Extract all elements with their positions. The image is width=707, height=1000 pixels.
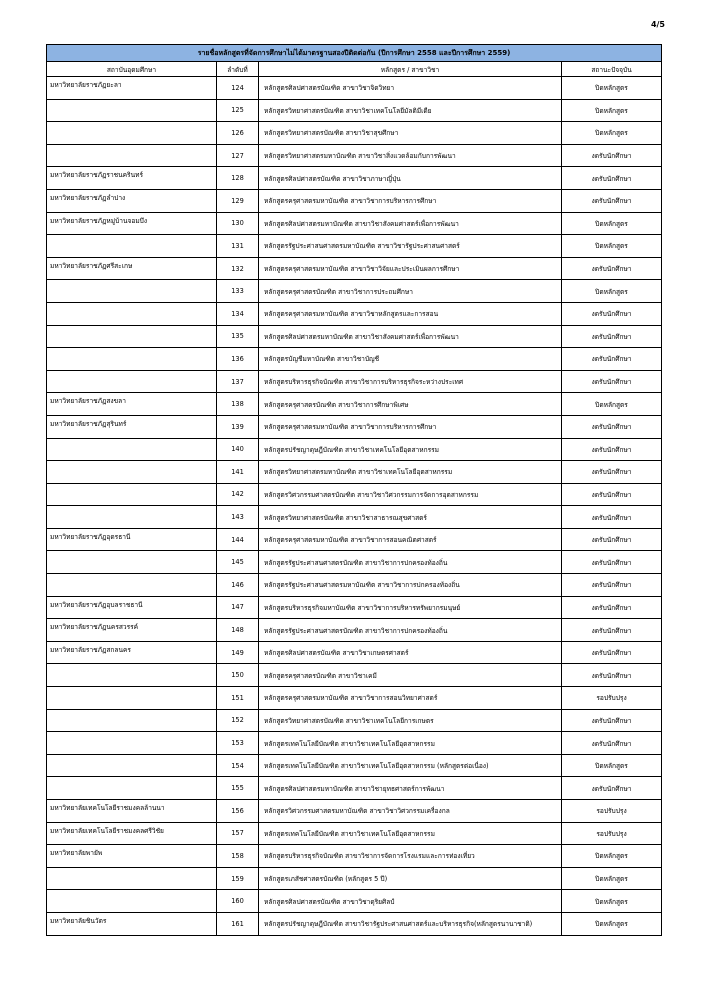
program-cell: หลักสูตรศิลปศาสตรมหาบัณฑิต สาขาวิชาสังคมศาสตร์เพื่อการพัฒนา: [259, 212, 562, 235]
table-row: [47, 189, 662, 212]
programs-table: [46, 44, 662, 936]
status-cell: ปิดหลักสูตร: [562, 77, 662, 100]
institution-cell: [47, 687, 217, 710]
number-cell: 124: [217, 77, 259, 100]
table-row: [47, 438, 662, 461]
program-cell: หลักสูตรบัญชีมหาบัณฑิต สาขาวิชาบัญชี: [259, 348, 562, 371]
number-cell: 151: [217, 687, 259, 710]
table-row: [47, 800, 662, 823]
number-cell: 145: [217, 551, 259, 574]
page-number: 4/5: [650, 20, 665, 29]
number-cell: 139: [217, 415, 259, 438]
status-cell: รอปรับปรุง: [562, 822, 662, 845]
institution-cell: [47, 99, 217, 122]
program-cell: หลักสูตรศิลปศาสตรบัณฑิต สาขาวิชาภาษาญี่ปุ่น: [259, 167, 562, 190]
status-cell: ปิดหลักสูตร: [562, 845, 662, 868]
number-cell: 130: [217, 212, 259, 235]
status-cell: งดรับนักศึกษา: [562, 506, 662, 529]
number-cell: 134: [217, 302, 259, 325]
institution-cell: [47, 235, 217, 258]
program-cell: หลักสูตรศิลปศาสตรมหาบัณฑิต สาขาวิชาสังคมศาสตร์เพื่อการพัฒนา: [259, 325, 562, 348]
number-cell: 131: [217, 235, 259, 258]
institution-cell: [47, 551, 217, 574]
program-cell: หลักสูตรครุศาสตรบัณฑิต สาขาวิชาการประถมศึกษา: [259, 280, 562, 303]
program-cell: หลักสูตรรัฐประศาสนศาสตรมหาบัณฑิต สาขาวิชารัฐประศาสนศาสตร์: [259, 235, 562, 258]
number-cell: 137: [217, 370, 259, 393]
institution-cell: มหาวิทยาลัยราชภัฏลำปาง: [47, 189, 217, 212]
program-cell: หลักสูตรปรัชญาดุษฎีบัณฑิต สาขาวิชาเทคโนโลยีอุตสาหกรรม: [259, 438, 562, 461]
table-row: [47, 325, 662, 348]
table-row: [47, 641, 662, 664]
institution-cell: มหาวิทยาลัยชินวัตร: [47, 912, 217, 935]
status-cell: ปิดหลักสูตร: [562, 867, 662, 890]
table-row: [47, 845, 662, 868]
institution-cell: มหาวิทยาลัยราชภัฏสุรินทร์: [47, 415, 217, 438]
header-status: สถานะปัจจุบัน: [562, 62, 662, 77]
number-cell: 146: [217, 574, 259, 597]
table-row: [47, 280, 662, 303]
status-cell: ปิดหลักสูตร: [562, 912, 662, 935]
status-cell: รอปรับปรุง: [562, 800, 662, 823]
status-cell: งดรับนักศึกษา: [562, 348, 662, 371]
institution-cell: [47, 483, 217, 506]
number-cell: 160: [217, 890, 259, 913]
status-cell: งดรับนักศึกษา: [562, 709, 662, 732]
header-institution: สถาบันอุดมศึกษา: [47, 62, 217, 77]
status-cell: งดรับนักศึกษา: [562, 777, 662, 800]
number-cell: 136: [217, 348, 259, 371]
institution-cell: [47, 890, 217, 913]
number-cell: 126: [217, 122, 259, 145]
status-cell: งดรับนักศึกษา: [562, 641, 662, 664]
institution-cell: [47, 348, 217, 371]
institution-cell: มหาวิทยาลัยราชภัฏอุดรธานี: [47, 528, 217, 551]
header-program: หลักสูตร / สาขาวิชา: [259, 62, 562, 77]
status-cell: งดรับนักศึกษา: [562, 415, 662, 438]
number-cell: 158: [217, 845, 259, 868]
program-cell: หลักสูตรรัฐประศาสนศาสตรบัณฑิต สาขาวิชาการปกครองท้องถิ่น: [259, 551, 562, 574]
institution-cell: [47, 709, 217, 732]
institution-cell: มหาวิทยาลัยเทคโนโลยีราชมงคลล้านนา: [47, 800, 217, 823]
number-cell: 152: [217, 709, 259, 732]
number-cell: 155: [217, 777, 259, 800]
institution-cell: [47, 302, 217, 325]
status-cell: งดรับนักศึกษา: [562, 664, 662, 687]
program-cell: หลักสูตรวิทยาศาสตรบัณฑิต สาขาวิชาสุขศึกษา: [259, 122, 562, 145]
number-cell: 156: [217, 800, 259, 823]
institution-cell: [47, 732, 217, 755]
institution-cell: มหาวิทยาลัยราชภัฏนครสวรรค์: [47, 619, 217, 642]
number-cell: 138: [217, 393, 259, 416]
number-cell: 159: [217, 867, 259, 890]
institution-cell: มหาวิทยาลัยเทคโนโลยีราชมงคลศรีวิชัย: [47, 822, 217, 845]
program-cell: หลักสูตรเทคโนโลยีบัณฑิต สาขาวิชาเทคโนโลยีอุตสาหกรรม (หลักสูตรต่อเนื่อง): [259, 754, 562, 777]
program-cell: หลักสูตรวิทยาศาสตรบัณฑิต สาขาวิชาเทคโนโลยีการเกษตร: [259, 709, 562, 732]
institution-cell: มหาวิทยาลัยราชภัฏสงขลา: [47, 393, 217, 416]
status-cell: ปิดหลักสูตร: [562, 280, 662, 303]
status-cell: งดรับนักศึกษา: [562, 325, 662, 348]
number-cell: 154: [217, 754, 259, 777]
status-cell: งดรับนักศึกษา: [562, 370, 662, 393]
status-cell: งดรับนักศึกษา: [562, 302, 662, 325]
table-row: [47, 144, 662, 167]
institution-cell: มหาวิทยาลัยราชภัฏศรีสะเกษ: [47, 257, 217, 280]
table-row: [47, 348, 662, 371]
table-row: [47, 99, 662, 122]
table-title-row: [47, 45, 662, 62]
table-row: [47, 596, 662, 619]
table-row: [47, 212, 662, 235]
program-cell: หลักสูตรบริหารธุรกิจมหาบัณฑิต สาขาวิชาการบริหารทรัพยากรมนุษย์: [259, 596, 562, 619]
status-cell: งดรับนักศึกษา: [562, 257, 662, 280]
program-cell: หลักสูตรวิทยาศาสตรบัณฑิต สาขาวิชาเทคโนโลยีมัลติมีเดีย: [259, 99, 562, 122]
number-cell: 157: [217, 822, 259, 845]
number-cell: 161: [217, 912, 259, 935]
institution-cell: [47, 370, 217, 393]
table-row: [47, 370, 662, 393]
status-cell: งดรับนักศึกษา: [562, 438, 662, 461]
status-cell: งดรับนักศึกษา: [562, 144, 662, 167]
status-cell: งดรับนักศึกษา: [562, 619, 662, 642]
status-cell: งดรับนักศึกษา: [562, 596, 662, 619]
number-cell: 153: [217, 732, 259, 755]
status-cell: รอปรับปรุง: [562, 687, 662, 710]
program-cell: หลักสูตรวิศวกรรมศาสตรบัณฑิต สาขาวิชาวิศวกรรมการจัดการอุตสาหกรรม: [259, 483, 562, 506]
status-cell: งดรับนักศึกษา: [562, 551, 662, 574]
program-cell: หลักสูตรครุศาสตรบัณฑิต สาขาวิชาการศึกษาพิเศษ: [259, 393, 562, 416]
program-cell: หลักสูตรเทคโนโลยีบัณฑิต สาขาวิชาเทคโนโลยีอุตสาหกรรม: [259, 732, 562, 755]
program-cell: หลักสูตรวิทยาศาสตรมหาบัณฑิต สาขาวิชาสิ่งแวดล้อมกับการพัฒนา: [259, 144, 562, 167]
program-cell: หลักสูตรครุศาสตรมหาบัณฑิต สาขาวิชาการบริหารการศึกษา: [259, 415, 562, 438]
program-cell: หลักสูตรบริหารธุรกิจบัณฑิต สาขาวิชาการจัดการโรงแรมและการท่องเที่ยว: [259, 845, 562, 868]
table-row: [47, 167, 662, 190]
status-cell: งดรับนักศึกษา: [562, 167, 662, 190]
table-row: [47, 574, 662, 597]
program-cell: หลักสูตรครุศาสตรมหาบัณฑิต สาขาวิชาการสอนวิทยาศาสตร์: [259, 687, 562, 710]
table-row: [47, 77, 662, 100]
table-row: [47, 415, 662, 438]
table-row: [47, 461, 662, 484]
table-row: [47, 528, 662, 551]
program-cell: หลักสูตรครุศาสตรมหาบัณฑิต สาขาวิชาวิจัยและประเมินผลการศึกษา: [259, 257, 562, 280]
number-cell: 132: [217, 257, 259, 280]
status-cell: ปิดหลักสูตร: [562, 235, 662, 258]
table-row: [47, 506, 662, 529]
program-cell: หลักสูตรวิศวกรรมศาสตรมหาบัณฑิต สาขาวิชาวิศวกรรมเครื่องกล: [259, 800, 562, 823]
table-row: [47, 687, 662, 710]
institution-cell: [47, 506, 217, 529]
status-cell: งดรับนักศึกษา: [562, 528, 662, 551]
status-cell: ปิดหลักสูตร: [562, 890, 662, 913]
institution-cell: มหาวิทยาลัยพายัพ: [47, 845, 217, 868]
institution-cell: [47, 122, 217, 145]
status-cell: งดรับนักศึกษา: [562, 574, 662, 597]
program-cell: หลักสูตรเทคโนโลยีบัณฑิต สาขาวิชาเทคโนโลยีอุตสาหกรรม: [259, 822, 562, 845]
program-cell: หลักสูตรบริหารธุรกิจบัณฑิต สาขาวิชาการบริหารธุรกิจระหว่างประเทศ: [259, 370, 562, 393]
number-cell: 135: [217, 325, 259, 348]
number-cell: 143: [217, 506, 259, 529]
number-cell: 129: [217, 189, 259, 212]
institution-cell: มหาวิทยาลัยราชภัฏอุบลราชธานี: [47, 596, 217, 619]
institution-cell: [47, 664, 217, 687]
institution-cell: [47, 867, 217, 890]
table-row: [47, 664, 662, 687]
institution-cell: [47, 325, 217, 348]
status-cell: ปิดหลักสูตร: [562, 754, 662, 777]
institution-cell: มหาวิทยาลัยราชภัฏหมู่บ้านจอมบึง: [47, 212, 217, 235]
program-cell: หลักสูตรศิลปศาสตรมหาบัณฑิต สาขาวิชายุทธศาสตร์การพัฒนา: [259, 777, 562, 800]
status-cell: งดรับนักศึกษา: [562, 461, 662, 484]
table-header-row: [47, 62, 662, 77]
status-cell: ปิดหลักสูตร: [562, 212, 662, 235]
number-cell: 148: [217, 619, 259, 642]
table-title: รายชื่อหลักสูตรที่จัดการศึกษาไม่ได้มาตรฐานสองปีติดต่อกัน (ปีการศึกษา 2558 และปีการศึกษา 2559): [47, 45, 662, 62]
number-cell: 141: [217, 461, 259, 484]
program-cell: หลักสูตรครุศาสตรมหาบัณฑิต สาขาวิชาการสอนคณิตศาสตร์: [259, 528, 562, 551]
table-row: [47, 302, 662, 325]
table-row: [47, 732, 662, 755]
number-cell: 127: [217, 144, 259, 167]
status-cell: ปิดหลักสูตร: [562, 122, 662, 145]
institution-cell: [47, 574, 217, 597]
institution-cell: มหาวิทยาลัยราชภัฏยะลา: [47, 77, 217, 100]
number-cell: 147: [217, 596, 259, 619]
program-cell: หลักสูตรศิลปศาสตรบัณฑิต สาขาวิชาเกษตรศาสตร์: [259, 641, 562, 664]
institution-cell: มหาวิทยาลัยราชภัฏสกลนคร: [47, 641, 217, 664]
institution-cell: มหาวิทยาลัยราชภัฏราชนครินทร์: [47, 167, 217, 190]
program-cell: หลักสูตรเภสัชศาสตรบัณฑิต (หลักสูตร 5 ปี): [259, 867, 562, 890]
number-cell: 144: [217, 528, 259, 551]
institution-cell: [47, 754, 217, 777]
table-row: [47, 393, 662, 416]
table-body: [47, 77, 662, 936]
program-cell: หลักสูตรรัฐประศาสนศาสตรบัณฑิต สาขาวิชาการปกครองท้องถิ่น: [259, 619, 562, 642]
program-cell: หลักสูตรรัฐประศาสนศาสตรมหาบัณฑิต สาขาวิชาการปกครองท้องถิ่น: [259, 574, 562, 597]
status-cell: ปิดหลักสูตร: [562, 393, 662, 416]
program-cell: หลักสูตรวิทยาศาสตรบัณฑิต สาขาวิชาสาธารณสุขศาสตร์: [259, 506, 562, 529]
number-cell: 133: [217, 280, 259, 303]
program-cell: หลักสูตรศิลปศาสตรบัณฑิต สาขาวิชาจิตวิทยา: [259, 77, 562, 100]
number-cell: 149: [217, 641, 259, 664]
institution-cell: [47, 438, 217, 461]
program-cell: หลักสูตรปรัชญาดุษฎีบัณฑิต สาขาวิชารัฐประศาสนศาสตร์และบริหารธุรกิจ(หลักสูตรนานาชาติ): [259, 912, 562, 935]
table-row: [47, 777, 662, 800]
status-cell: ปิดหลักสูตร: [562, 99, 662, 122]
program-cell: หลักสูตรวิทยาศาสตรมหาบัณฑิต สาขาวิชาเทคโนโลยีอุตสาหกรรม: [259, 461, 562, 484]
table-row: [47, 257, 662, 280]
table-row: [47, 619, 662, 642]
table-row: [47, 122, 662, 145]
table-row: [47, 754, 662, 777]
table-row: [47, 822, 662, 845]
table-row: [47, 709, 662, 732]
program-cell: หลักสูตรครุศาสตรบัณฑิต สาขาวิชาเคมี: [259, 664, 562, 687]
status-cell: งดรับนักศึกษา: [562, 189, 662, 212]
institution-cell: [47, 777, 217, 800]
number-cell: 140: [217, 438, 259, 461]
number-cell: 128: [217, 167, 259, 190]
number-cell: 150: [217, 664, 259, 687]
number-cell: 125: [217, 99, 259, 122]
program-cell: หลักสูตรครุศาสตรมหาบัณฑิต สาขาวิชาการบริหารการศึกษา: [259, 189, 562, 212]
table-row: [47, 551, 662, 574]
status-cell: งดรับนักศึกษา: [562, 732, 662, 755]
status-cell: งดรับนักศึกษา: [562, 483, 662, 506]
table-row: [47, 890, 662, 913]
program-cell: หลักสูตรครุศาสตรมหาบัณฑิต สาขาวิชาหลักสูตรและการสอน: [259, 302, 562, 325]
table-row: [47, 867, 662, 890]
table-row: [47, 483, 662, 506]
institution-cell: [47, 144, 217, 167]
table-row: [47, 912, 662, 935]
header-number: ลำดับที่: [217, 62, 259, 77]
number-cell: 142: [217, 483, 259, 506]
institution-cell: [47, 461, 217, 484]
institution-cell: [47, 280, 217, 303]
program-cell: หลักสูตรศิลปศาสตรบัณฑิต สาขาวิชาดุริยศิลป์: [259, 890, 562, 913]
table-row: [47, 235, 662, 258]
